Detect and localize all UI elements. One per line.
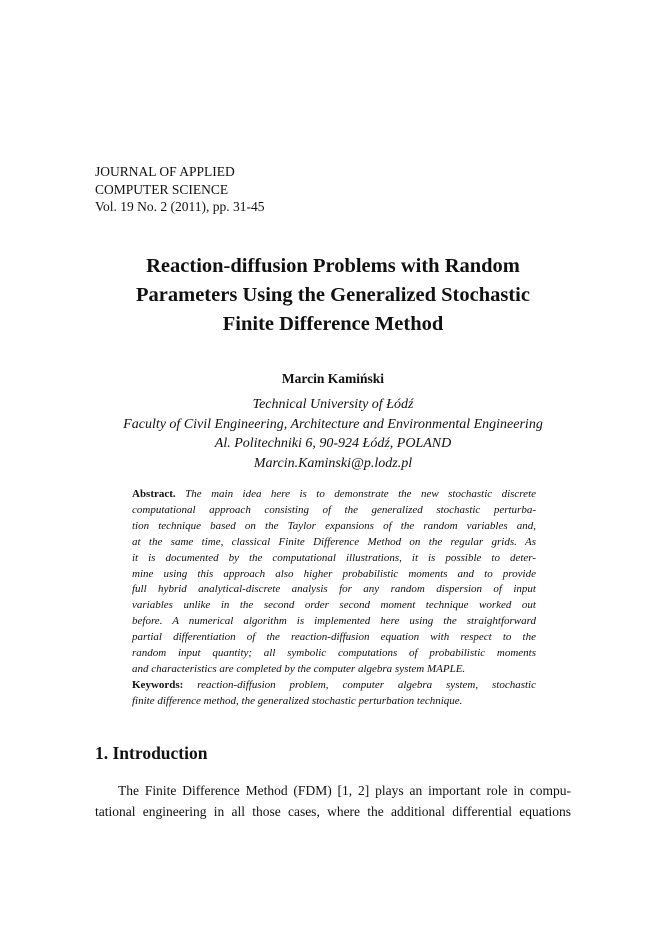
abstract-line: Abstract. The main idea here is to demonstrate the new stochastic discrete (132, 488, 537, 500)
affiliation-faculty: Faculty of Civil Engineering, Architecture and Environmental Engineering (123, 416, 543, 432)
journal-name-line2: COMPUTER SCIENCE (95, 181, 229, 197)
abstract-line: at the same time, classical Finite Difference Method on the regular grids. As (132, 535, 536, 548)
section-heading: 1. Introduction (95, 743, 208, 763)
abstract-line: tion technique based on the Taylor expansions of the random variables and, (132, 519, 536, 532)
body-line: tational engineering in all those cases, where the additional differential equations (95, 804, 571, 819)
abstract-line: mine using this approach also higher probabilistic moments and to provide (132, 567, 536, 580)
affiliation-university: Technical University of Łódź (252, 397, 414, 412)
abstract-label: Abstract. (132, 488, 176, 500)
abstract-line: variables unlike in the second order second moment technique worked out (132, 599, 536, 612)
keywords-label: Keywords: (132, 678, 184, 691)
keywords-line: finite difference method, the generalized stochastic perturbation technique. (132, 694, 463, 707)
author-affiliation (40, 395, 626, 473)
section-body (95, 780, 571, 822)
title-line1: Reaction-diffusion Problems with Random (146, 255, 520, 277)
abstract-line: random input quantity; all symbolic computations of probabilistic moments (132, 647, 536, 660)
journal-header (95, 163, 265, 216)
title-line3: Finite Difference Method (222, 313, 444, 335)
body-line: The Finite Difference Method (FDM) [1, 2] plays an important role in compu- (118, 783, 571, 798)
abstract-line: and characteristics are completed by the computer algebra system MAPLE. (132, 662, 466, 675)
abstract-line: before. A numerical algorithm is implemented here using the straightforward (132, 615, 536, 628)
author-email: Marcin.Kaminski@p.lodz.pl (253, 455, 413, 471)
abstract-line: computational approach consisting of the generalized stochastic perturba- (132, 503, 536, 516)
abstract-block (132, 487, 536, 710)
title-line2: Parameters Using the Generalized Stochastic (136, 284, 530, 306)
affiliation-address: Al. Politechniki 6, 90-924 Łódź, POLAND (214, 436, 452, 451)
abstract-line: partial differentiation of the reaction-diffusion equation with respect to the (132, 631, 536, 644)
keywords-line: Keywords: reaction-diffusion problem, computer algebra system, stochastic (132, 678, 536, 691)
abstract-line: full hybrid analytical-discrete analysis for any random dispersion of input (132, 583, 536, 596)
author-name: Marcin Kamiński (281, 371, 385, 386)
paper-title (60, 252, 606, 339)
journal-name-line1: JOURNAL OF APPLIED (95, 164, 235, 179)
journal-volume: Vol. 19 No. 2 (2011), pp. 31-45 (95, 199, 265, 214)
abstract-line: it is documented by the computational illustrations, it is possible to deter- (132, 551, 536, 564)
